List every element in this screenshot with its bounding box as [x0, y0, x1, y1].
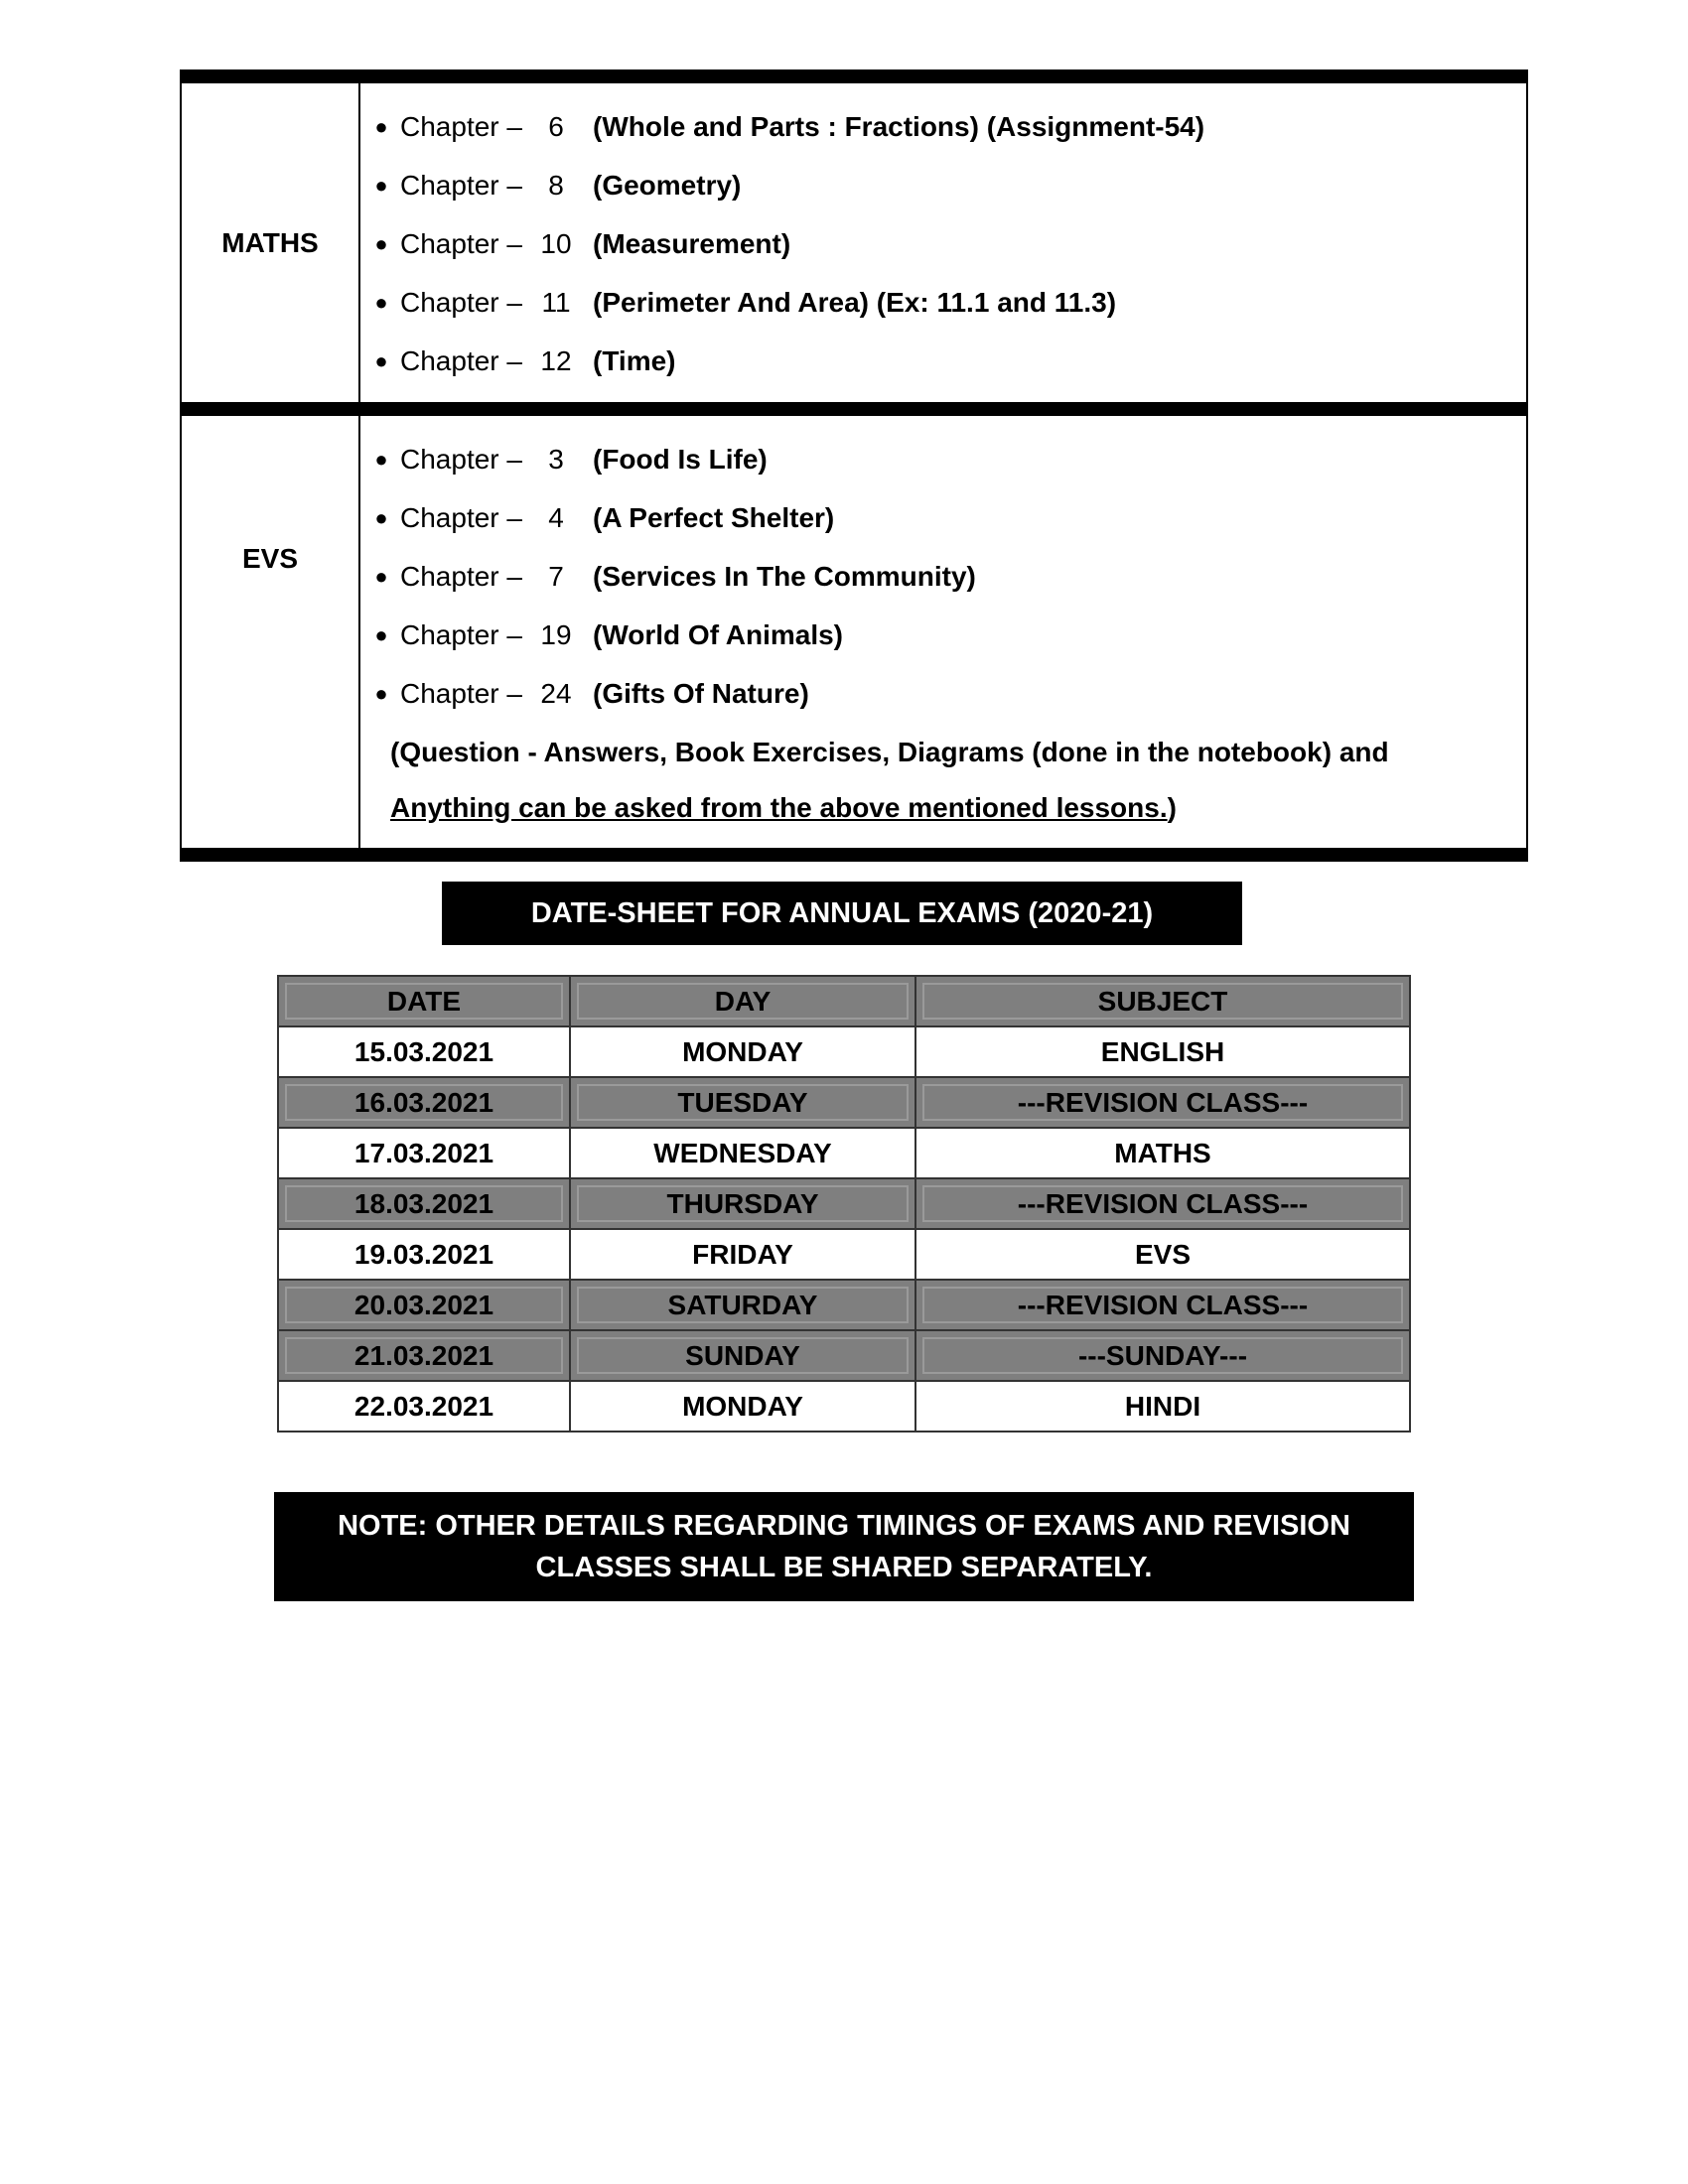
- chapter-title: (Perimeter And Area) (Ex: 11.1 and 11.3): [593, 286, 1117, 318]
- chapter-label: Chapter –: [400, 677, 522, 709]
- evs-note: [368, 723, 1526, 842]
- cell-subject: ---REVISION CLASS---: [915, 1280, 1410, 1330]
- cell-subject: ---REVISION CLASS---: [915, 1077, 1410, 1128]
- chapter-label: Chapter –: [400, 560, 522, 592]
- table-row: [278, 1381, 1410, 1432]
- maths-row: [182, 83, 1526, 402]
- chapter-title: (Gifts Of Nature): [593, 677, 809, 709]
- chapter-number: 10: [540, 227, 572, 259]
- bullet-icon: ●: [374, 680, 388, 706]
- chapter-title: (Geometry): [593, 169, 742, 201]
- datesheet-heading: DATE-SHEET FOR ANNUAL EXAMS (2020-21): [442, 882, 1242, 945]
- chapter-number: 11: [541, 286, 571, 318]
- evs-note-prefix: (Question - Answers, Book Exercises, Diagrams (done in the notebook) and: [390, 737, 1389, 767]
- table-row: [278, 1229, 1410, 1280]
- chapter-number: 4: [548, 501, 564, 533]
- cell-date: 18.03.2021: [278, 1178, 570, 1229]
- cell-date: 16.03.2021: [278, 1077, 570, 1128]
- cell-date: 22.03.2021: [278, 1381, 570, 1432]
- maths-chapter-list: [360, 83, 1526, 402]
- cell-subject: ---SUNDAY---: [915, 1330, 1410, 1381]
- bullet-icon: ●: [374, 621, 388, 647]
- cell-subject: ENGLISH: [915, 1026, 1410, 1077]
- bullet-icon: ●: [374, 446, 388, 472]
- list-item: [368, 547, 1526, 606]
- chapter-number: 7: [548, 560, 564, 592]
- header-subject: SUBJECT: [915, 976, 1410, 1026]
- chapter-title: (A Perfect Shelter): [593, 501, 835, 533]
- cell-subject: HINDI: [915, 1381, 1410, 1432]
- list-item: [368, 214, 1526, 273]
- chapter-title: (World Of Animals): [593, 618, 843, 650]
- cell-date: 21.03.2021: [278, 1330, 570, 1381]
- cell-subject: MATHS: [915, 1128, 1410, 1178]
- cell-day: WEDNESDAY: [570, 1128, 915, 1178]
- header-day: DAY: [570, 976, 915, 1026]
- section-divider: [182, 402, 1526, 416]
- cell-day: SUNDAY: [570, 1330, 915, 1381]
- syllabus-table: [180, 69, 1528, 862]
- table-row: [278, 1178, 1410, 1229]
- cell-date: 17.03.2021: [278, 1128, 570, 1178]
- list-item: [368, 273, 1526, 332]
- cell-day: SATURDAY: [570, 1280, 915, 1330]
- chapter-number: 3: [548, 443, 564, 475]
- chapter-label: Chapter –: [400, 618, 522, 650]
- datesheet-table: [277, 975, 1411, 1433]
- chapter-label: Chapter –: [400, 169, 522, 201]
- cell-day: THURSDAY: [570, 1178, 915, 1229]
- chapter-number: 19: [540, 618, 572, 650]
- chapter-number: 24: [540, 677, 572, 709]
- table-row: [278, 1077, 1410, 1128]
- list-item: [368, 430, 1526, 488]
- bullet-icon: ●: [374, 172, 388, 198]
- list-item: [368, 488, 1526, 547]
- note-box: [274, 1492, 1414, 1601]
- chapter-title: (Time): [593, 344, 676, 376]
- chapter-number: 6: [548, 110, 564, 142]
- subject-name-maths: MATHS: [182, 83, 360, 402]
- note-line-1: NOTE: OTHER DETAILS REGARDING TIMINGS OF EXAMS AND REVISION: [338, 1510, 1350, 1542]
- cell-subject: EVS: [915, 1229, 1410, 1280]
- table-row: [278, 1128, 1410, 1178]
- list-item: [368, 664, 1526, 723]
- evs-note-suffix: ): [1167, 792, 1177, 823]
- table-header-row: [278, 976, 1410, 1026]
- bullet-icon: ●: [374, 504, 388, 530]
- chapter-number: 12: [540, 344, 572, 376]
- table-row: [278, 1330, 1410, 1381]
- cell-day: MONDAY: [570, 1026, 915, 1077]
- evs-row: [182, 416, 1526, 848]
- cell-subject: ---REVISION CLASS---: [915, 1178, 1410, 1229]
- subject-name-evs: EVS: [182, 416, 360, 848]
- chapter-label: Chapter –: [400, 501, 522, 533]
- evs-note-underlined: Anything can be asked from the above mentioned lessons.: [390, 792, 1168, 823]
- bullet-icon: ●: [374, 347, 388, 373]
- chapter-label: Chapter –: [400, 110, 522, 142]
- list-item: [368, 97, 1526, 156]
- list-item: [368, 156, 1526, 214]
- bullet-icon: ●: [374, 113, 388, 139]
- header-date: DATE: [278, 976, 570, 1026]
- table-row: [278, 1026, 1410, 1077]
- bullet-icon: ●: [374, 289, 388, 315]
- chapter-title: (Measurement): [593, 227, 791, 259]
- chapter-number: 8: [548, 169, 564, 201]
- list-item: [368, 606, 1526, 664]
- note-line-2: CLASSES SHALL BE SHARED SEPARATELY.: [535, 1552, 1153, 1583]
- chapter-label: Chapter –: [400, 227, 522, 259]
- list-item: [368, 332, 1526, 390]
- bullet-icon: ●: [374, 230, 388, 256]
- cell-day: TUESDAY: [570, 1077, 915, 1128]
- cell-date: 20.03.2021: [278, 1280, 570, 1330]
- chapter-label: Chapter –: [400, 344, 522, 376]
- table-row: [278, 1280, 1410, 1330]
- cell-date: 15.03.2021: [278, 1026, 570, 1077]
- cell-day: MONDAY: [570, 1381, 915, 1432]
- bottom-rule: [182, 848, 1526, 862]
- chapter-title: (Whole and Parts : Fractions) (Assignment-54): [593, 110, 1205, 142]
- cell-date: 19.03.2021: [278, 1229, 570, 1280]
- chapter-title: (Food Is Life): [593, 443, 768, 475]
- cell-day: FRIDAY: [570, 1229, 915, 1280]
- evs-chapter-list: [360, 416, 1526, 848]
- chapter-label: Chapter –: [400, 443, 522, 475]
- chapter-title: (Services In The Community): [593, 560, 976, 592]
- bullet-icon: ●: [374, 563, 388, 589]
- chapter-label: Chapter –: [400, 286, 522, 318]
- top-rule: [182, 69, 1526, 83]
